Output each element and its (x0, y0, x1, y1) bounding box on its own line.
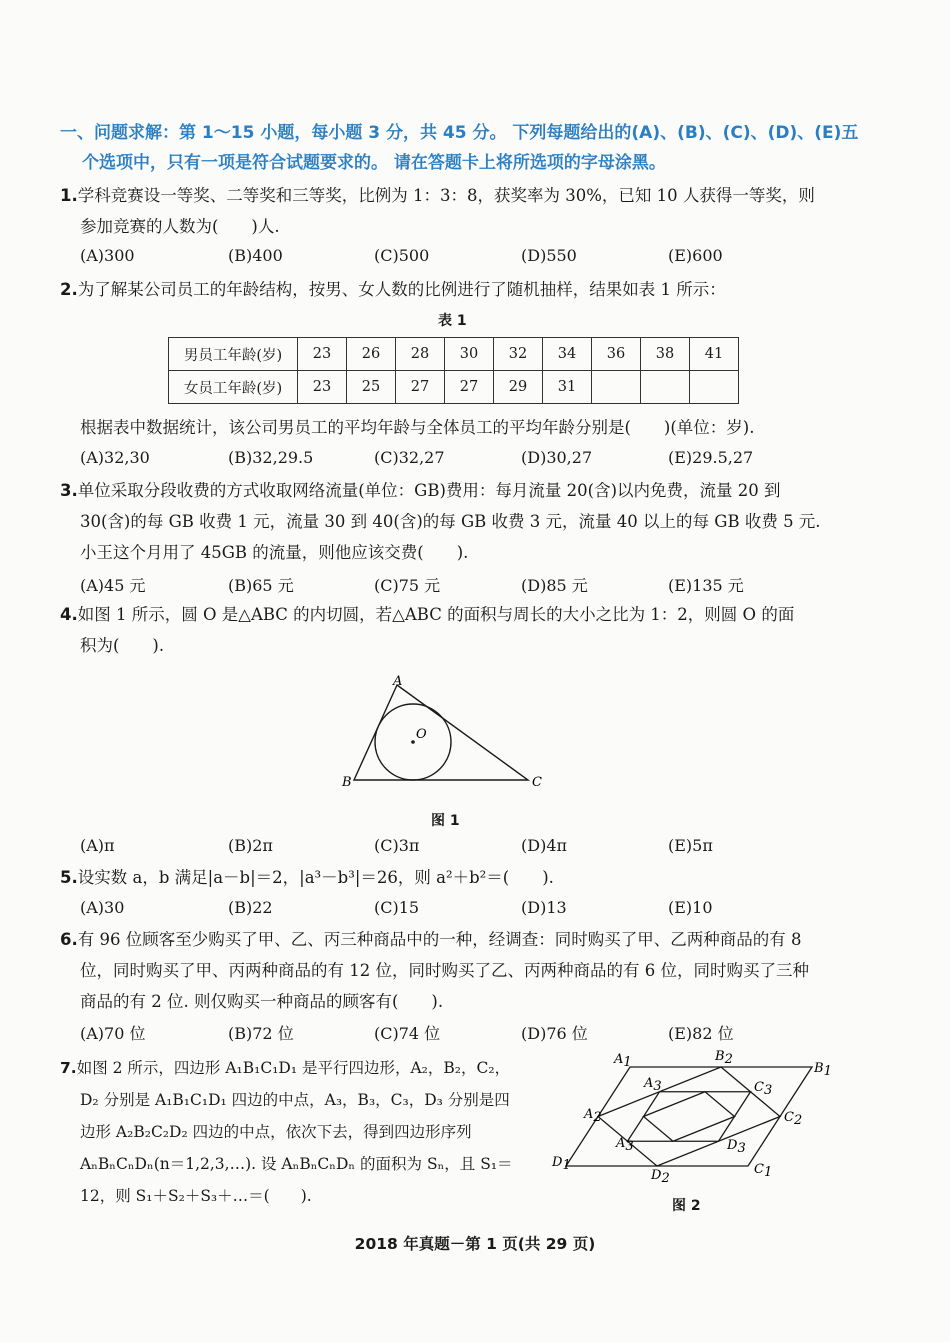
options-q4 (80, 836, 840, 862)
option-c: (C)500 (374, 246, 430, 265)
table-cell: 36 (592, 338, 641, 371)
question-number: 1. (60, 186, 78, 205)
figure-1-caption: 图 1 (431, 813, 460, 829)
option-a: (A)π (80, 836, 115, 855)
table-cell: 41 (690, 338, 739, 371)
option-e: (E)10 (668, 898, 713, 917)
option-d: (D)85 元 (521, 576, 588, 595)
table-cell: 29 (494, 371, 543, 404)
question-number: 6. (60, 930, 78, 949)
question-text-line: AₙBₙCₙDₙ(n＝1,2,3,…). 设 AₙBₙCₙDₙ 的面积为 Sₙ，且 S₁＝ (80, 1155, 513, 1173)
quad-3 (628, 1092, 751, 1142)
question-number: 7. (60, 1059, 77, 1077)
question-3 (60, 475, 830, 568)
question-text-line: 为了解某公司员工的年龄结构，按男、女人数的比例进行了随机抽样，结果如表 1 所示： (77, 280, 726, 299)
option-b: (B)72 位 (228, 1024, 294, 1043)
option-a: (A)300 (80, 246, 135, 265)
label-o: O (416, 727, 427, 742)
options-q2 (80, 448, 840, 474)
triangle-abc (354, 685, 528, 780)
label-c1: C1 (754, 1162, 773, 1180)
table-row-male (169, 338, 739, 371)
label-a: A (393, 674, 403, 689)
question-text-line: 如图 1 所示，圆 O 是△ABC 的内切圆，若△ABC 的面积与周长的大小之比为 1：2，则圆 O 的面 (77, 605, 795, 624)
question-text-line: 商品的有 2 位. 则仅购买一种商品的顾客有( ). (80, 992, 444, 1011)
table-cell: 26 (347, 338, 396, 371)
table-cell (641, 371, 690, 404)
label-d3: A3 (616, 1136, 634, 1154)
option-d: (D)13 (521, 898, 567, 917)
option-e: (E)5π (668, 836, 713, 855)
question-text-line: 设实数 a，b 满足|a－b|＝2，|a³－b³|＝26，则 a²＋b²＝( ). (77, 868, 554, 887)
question-5 (60, 862, 830, 893)
label-c2: C2 (784, 1110, 803, 1128)
option-a: (A)32,30 (80, 448, 150, 467)
question-4 (60, 599, 830, 661)
question-text-line: D₂ 分别是 A₁B₁C₁D₁ 四边的中点，A₃，B₃，C₃，D₃ 分别是四 (80, 1091, 510, 1109)
table-header-male: 男员工年龄(岁) (169, 338, 298, 371)
question-number: 4. (60, 605, 78, 624)
question-text-line: 30(含)的每 GB 收费 1 元，流量 30 到 40(含)的每 GB 收费 3 元，流量 40 以上的每 GB 收费 5 元. (80, 512, 821, 531)
question-text-line: 参加竞赛的人数为( )人. (80, 217, 280, 236)
label-c: C (532, 775, 542, 790)
label-d1: D1 (552, 1155, 571, 1173)
option-b: (B)400 (228, 246, 283, 265)
options-q5 (80, 898, 840, 924)
section-line-2: 个选项中，只有一项是符合试题要求的。 请在答题卡上将所选项的字母涂黑。 (82, 153, 666, 173)
table-cell: 34 (543, 338, 592, 371)
quad-1 (566, 1067, 812, 1166)
option-c: (C)32,27 (374, 448, 445, 467)
option-c: (C)74 位 (374, 1024, 441, 1043)
table-cell: 38 (641, 338, 690, 371)
table-cell (592, 371, 641, 404)
table-cell: 27 (445, 371, 494, 404)
label-b: B (342, 775, 352, 790)
option-d: (D)30,27 (521, 448, 593, 467)
option-e: (E)600 (668, 246, 723, 265)
label-a3: A3 (644, 1076, 662, 1094)
figure-2-parallelogram (550, 1045, 840, 1190)
question-2-body (80, 412, 850, 443)
center-point (411, 740, 415, 744)
table-cell: 23 (298, 338, 347, 371)
table-cell (690, 371, 739, 404)
question-number: 3. (60, 481, 78, 500)
question-number: 2. (60, 280, 78, 299)
option-d: (D)4π (521, 836, 568, 855)
question-text-line: 积为( ). (80, 636, 165, 655)
option-e: (E)135 元 (668, 576, 744, 595)
label-d2: D2 (651, 1168, 670, 1186)
option-e: (E)29.5,27 (668, 448, 754, 467)
figure-1-triangle (330, 668, 560, 798)
page-footer: 2018 年真题－第 1 页(共 29 页) (354, 1235, 596, 1253)
question-2 (60, 274, 830, 305)
option-e: (E)82 位 (668, 1024, 734, 1043)
question-6 (60, 924, 830, 1017)
section-instructions (60, 118, 880, 178)
option-b: (B)32,29.5 (228, 448, 314, 467)
option-a: (A)70 位 (80, 1024, 146, 1043)
label-b1: B1 (814, 1061, 832, 1079)
question-text-line: 单位采取分段收费的方式收取网络流量(单位：GB)费用：每月流量 20(含)以内免费，流量 20 到 (77, 481, 781, 500)
figure-2-caption: 图 2 (672, 1198, 701, 1214)
question-7 (60, 1052, 550, 1212)
option-c: (C)15 (374, 898, 420, 917)
table-cell: 23 (298, 371, 347, 404)
table-header-female: 女员工年龄(岁) (169, 371, 298, 404)
table-cell: 27 (396, 371, 445, 404)
question-text-line: 12，则 S₁＋S₂＋S₃＋…＝( ). (80, 1187, 312, 1205)
question-text-line: 边形 A₂B₂C₂D₂ 四边的中点，依次下去，得到四边形序列 (80, 1123, 472, 1141)
option-b: (B)2π (228, 836, 273, 855)
table-cell: 28 (396, 338, 445, 371)
label-b2: B2 (715, 1049, 733, 1067)
question-text-line: 根据表中数据统计，该公司男员工的平均年龄与全体员工的平均年龄分别是( )(单位：岁). (80, 418, 755, 437)
table-row-female (169, 371, 739, 404)
options-q6 (80, 1021, 840, 1047)
option-b: (B)65 元 (228, 576, 294, 595)
option-a: (A)45 元 (80, 576, 146, 595)
table-cell: 30 (445, 338, 494, 371)
question-1 (60, 180, 830, 242)
age-table (168, 337, 739, 404)
label-a1: A1 (614, 1052, 632, 1070)
question-text-line: 如图 2 所示，四边形 A₁B₁C₁D₁ 是平行四边形，A₂，B₂，C₂， (76, 1059, 511, 1077)
table-cell: 31 (543, 371, 592, 404)
table-cell: 32 (494, 338, 543, 371)
options-q1 (80, 246, 840, 272)
option-c: (C)75 元 (374, 576, 441, 595)
label-c3: D3 (727, 1138, 746, 1156)
option-a: (A)30 (80, 898, 125, 917)
question-text-line: 小王这个月用了 45GB 的流量，则他应该交费( ). (80, 543, 469, 562)
question-text-line: 有 96 位顾客至少购买了甲、乙、丙三种商品中的一种，经调查：同时购买了甲、乙两种商品的有 8 (77, 930, 802, 949)
table-cell: 25 (347, 371, 396, 404)
option-d: (D)76 位 (521, 1024, 588, 1043)
label-b3: C3 (754, 1080, 773, 1098)
option-c: (C)3π (374, 836, 420, 855)
section-line-1: 一、问题求解：第 1～15 小题，每小题 3 分，共 45 分。 下列每题给出的(A)、(B)、(C)、(D)、(E)五 (60, 123, 859, 143)
question-text-line: 学科竞赛设一等奖、二等奖和三等奖，比例为 1：3：8，获奖率为 30%，已知 10 人获得一等奖，则 (77, 186, 815, 205)
table-caption: 表 1 (438, 313, 467, 329)
question-text-line: 位，同时购买了甲、丙两种商品的有 12 位，同时购买了乙、丙两种商品的有 6 位，同时购买了三种 (80, 961, 809, 980)
options-q3 (80, 573, 840, 599)
quad-4 (644, 1092, 735, 1142)
option-d: (D)550 (521, 246, 577, 265)
question-number: 5. (60, 868, 78, 887)
label-a2: A2 (584, 1107, 602, 1125)
option-b: (B)22 (228, 898, 273, 917)
